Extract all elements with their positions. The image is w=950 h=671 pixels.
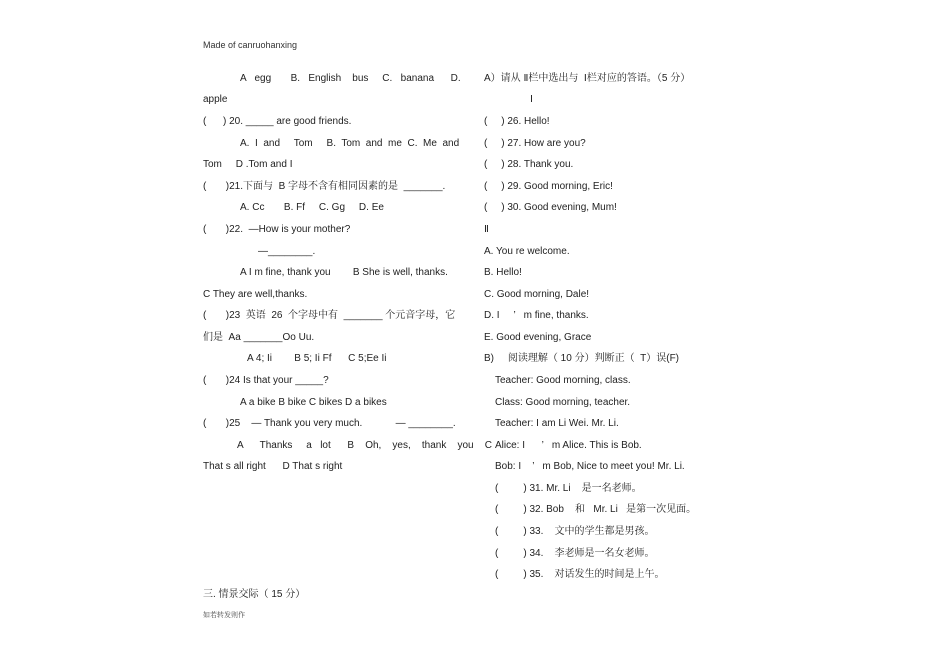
- dialogue-line: Class: Good morning, teacher.: [495, 397, 631, 408]
- q22-options-line: A I m fine, thank you B She is well, thanks.: [240, 267, 448, 278]
- part-b-instruction: B) 阅读理解（ 10 分）判断正（ T）误(F): [484, 353, 680, 364]
- q20-options-line: A. I and Tom B. Tom and me C. Me and: [240, 138, 460, 149]
- answer-b: B. Hello!: [484, 267, 522, 278]
- q19-options-line: A egg B. English bus C. banana D.: [240, 73, 461, 84]
- q21-options: A. Cc B. Ff C. Gg D. Ee: [240, 202, 384, 213]
- column-one-label: Ⅰ: [530, 94, 533, 105]
- q24-question: ( )24 Is that your _____?: [203, 375, 329, 386]
- q23-question-wrap: 们是 Aa _______Oo Uu.: [203, 332, 315, 343]
- q35: ( ) 35. 对话发生的时间是上午。: [495, 569, 665, 580]
- part-a-instruction: A）请从 Ⅱ栏中选出与 Ⅰ栏对应的答语。（5 分）: [484, 73, 691, 84]
- q19-options-wrap: apple: [203, 94, 228, 105]
- q25-options-line: A Thanks a lot B Oh, yes, thank you C: [237, 440, 492, 451]
- q22-options-wrap: C They are well,thanks.: [203, 289, 308, 300]
- section-three-heading: 三. 情景交际（ 15 分）: [203, 589, 306, 600]
- q20-options-wrap: Tom D .Tom and I: [203, 159, 293, 170]
- q25-options-wrap: That s all right D That s right: [203, 461, 343, 472]
- page-footer: 如若转发则作: [203, 612, 245, 619]
- dialogue-line: Teacher: I am Li Wei. Mr. Li.: [495, 418, 619, 429]
- q26: ( ) 26. Hello!: [484, 116, 550, 127]
- q20-question: ( ) 20. _____ are good friends.: [203, 116, 352, 127]
- answer-d: D. I ’ m fine, thanks.: [484, 310, 589, 321]
- q32: ( ) 32. Bob 和 Mr. Li 是第一次见面。: [495, 504, 697, 515]
- q29: ( ) 29. Good morning, Eric!: [484, 181, 613, 192]
- page-header: Made of canruohanxing: [203, 40, 298, 50]
- answer-e: E. Good evening, Grace: [484, 332, 592, 343]
- answer-a: A. You re welcome.: [484, 246, 570, 257]
- q22-answer-blank: —________.: [258, 246, 316, 257]
- dialogue-line: Bob: I ’ m Bob, Nice to meet you! Mr. Li.: [495, 461, 685, 472]
- dialogue-line: Alice: I ’ m Alice. This is Bob.: [495, 440, 642, 451]
- q24-options: A a bike B bike C bikes D a bikes: [240, 397, 387, 408]
- answer-c: C. Good morning, Dale!: [484, 289, 590, 300]
- q21-question: ( )21.下面与 B 字母不含有相同因素的是 _______.: [203, 181, 446, 192]
- q33: ( ) 33. 文中的学生都是男孩。: [495, 526, 655, 537]
- q28: ( ) 28. Thank you.: [484, 159, 574, 170]
- q22-question: ( )22. —How is your mother?: [203, 224, 351, 235]
- q23-question-line: ( )23 英语 26 个字母中有 _______ 个元音字母，它: [203, 310, 456, 321]
- q30: ( ) 30. Good evening, Mum!: [484, 202, 617, 213]
- q31: ( ) 31. Mr. Li 是一名老师。: [495, 483, 642, 494]
- q34: ( ) 34. 李老师是一名女老师。: [495, 548, 655, 559]
- column-two-label: Ⅱ: [484, 224, 489, 235]
- q27: ( ) 27. How are you?: [484, 138, 586, 149]
- dialogue-line: Teacher: Good morning, class.: [495, 375, 631, 386]
- q23-options: A 4; Ii B 5; Ii Ff C 5;Ee Ii: [247, 353, 387, 364]
- q25-question: ( )25 — Thank you very much. — ________.: [203, 418, 456, 429]
